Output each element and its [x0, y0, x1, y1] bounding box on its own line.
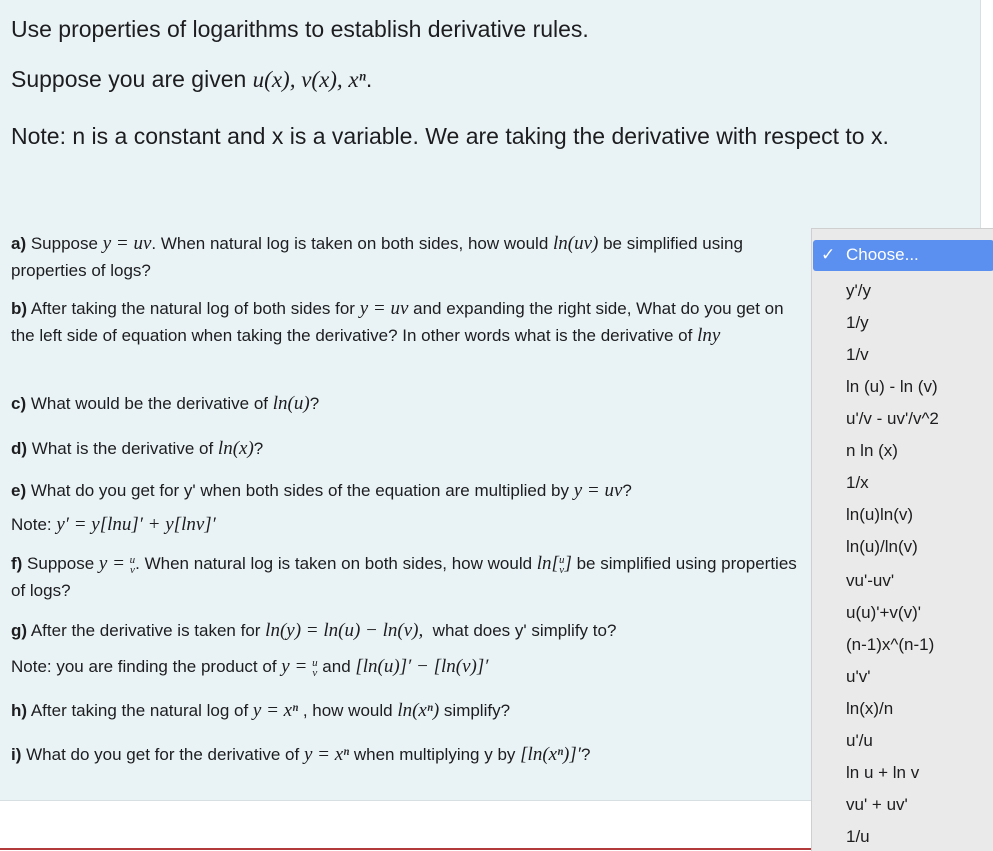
question-d: d) What is the derivative of ln(x)? — [11, 438, 264, 459]
checkmark-icon: ✓ — [821, 245, 836, 264]
dropdown-option[interactable]: ln u + ln v — [846, 763, 920, 782]
question-e: e) What do you get for y' when both sides of the equation are multiplied by y = uv? — [11, 480, 632, 501]
question-f: f) Suppose y = u v. When natural log is taken on both sides, how would ln[u v] be simplified using properties of logs? — [11, 553, 797, 600]
dropdown-option[interactable]: ln(x)/n — [846, 699, 894, 718]
dropdown-option[interactable]: n ln (x) — [846, 441, 898, 460]
dropdown-option[interactable]: vu' + uv' — [846, 795, 908, 814]
dropdown-option[interactable]: ln(u)ln(v) — [846, 505, 914, 524]
question-h: h) After taking the natural log of y = xⁿ , how would ln(xⁿ) simplify? — [11, 700, 511, 721]
dropdown-option[interactable]: u(u)'+v(v)' — [846, 603, 921, 622]
dropdown-option[interactable]: 1/u — [846, 827, 870, 846]
dropdown-option[interactable]: 1/v — [846, 345, 869, 364]
question-i: i) What do you get for the derivative of y = xⁿ when multiplying y by [ln(xⁿ)]′? — [11, 744, 591, 765]
dropdown-option[interactable]: u'/u — [846, 731, 873, 750]
dropdown-option[interactable]: (n-1)x^(n-1) — [846, 635, 935, 654]
fraction-u-over-v: u v — [558, 553, 565, 576]
dropdown-option[interactable]: u'v' — [846, 667, 871, 686]
question-b: b) After taking the natural log of both sides for y = uv and expanding the right side, What do you get on the left side of equation when taking the derivative? In other words what is the derivative of lny — [11, 298, 784, 346]
dropdown-option[interactable]: y'/y — [846, 281, 871, 300]
fraction-u-over-v: u v — [312, 656, 318, 679]
question-a: a) Suppose y = uv. When natural log is taken on both sides, how would ln(uv) be simplified using properties of logs? — [11, 233, 743, 280]
fraction-u-over-v: u v — [129, 553, 136, 576]
dropdown-option[interactable]: u'/v - uv'/v^2 — [846, 409, 939, 428]
question-e-note: Note: y′ = y[lnu]′ + y[lnv]′ — [11, 514, 216, 535]
given-functions-math: u(x), v(x), xⁿ — [252, 67, 366, 92]
dropdown-option[interactable]: ln (u) - ln (v) — [846, 377, 938, 396]
question-c: c) What would be the derivative of ln(u)? — [11, 393, 320, 414]
question-g: g) After the derivative is taken for ln(y) = ln(u) − ln(v), what does y' simplify to? — [11, 620, 617, 641]
bottom-accent-line — [0, 848, 812, 850]
dropdown-option[interactable]: 1/y — [846, 313, 869, 332]
dropdown-option[interactable]: 1/x — [846, 473, 869, 492]
instruction-heading: Use properties of logarithms to establish derivative rules. — [11, 16, 589, 42]
dropdown-option[interactable]: vu'-uv' — [846, 571, 895, 590]
given-functions-line: Suppose you are given u(x), v(x), xⁿ. — [11, 66, 373, 92]
dropdown-option[interactable]: ln(u)/ln(v) — [846, 537, 918, 556]
answer-dropdown-menu[interactable] — [811, 228, 993, 851]
constant-note: Note: n is a constant and x is a variable. We are taking the derivative with respect to x. — [11, 123, 889, 149]
question-g-note: Note: you are finding the product of y = u v and [ln(u)]′ − [ln(v)]′ — [11, 656, 489, 679]
dropdown-option-choose[interactable] — [813, 240, 993, 271]
dropdown-selected-label: Choose... — [846, 245, 919, 264]
